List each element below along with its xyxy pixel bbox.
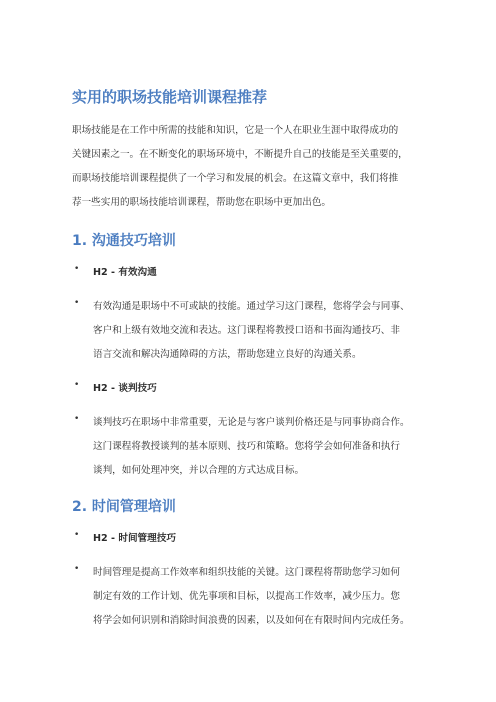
- bullet: •: [74, 264, 80, 274]
- section-heading: 1. 沟通技巧培训: [72, 233, 176, 249]
- bullet: •: [74, 298, 80, 308]
- subheading: H2 - 时间管理技巧: [93, 533, 176, 544]
- intro-line: 关键因素之一。在不断变化的职场环境中，不断提升自己的技能是至关重要的，: [72, 149, 408, 160]
- paragraph-line: 制定有效的工作计划、优先事项和目标，以提高工作效率，减少压力。您: [93, 591, 400, 602]
- page-title: 实用的职场技能培训课程推荐: [72, 88, 268, 106]
- intro-line: 而职场技能培训课程提供了一个学习和发展的机会。在这篇文章中，我们将推: [72, 173, 399, 184]
- paragraph-line: 谈判，如何处理冲突，并以合理的方式达成目标。: [93, 465, 305, 476]
- bullet: •: [74, 414, 80, 424]
- intro-line: 荐一些实用的职场技能培训课程，帮助您在职场中更加出色。: [72, 197, 332, 208]
- paragraph-line: 将学会如何识别和消除时间浪费的因素，以及如何在有限时间内完成任务。: [93, 615, 410, 626]
- bullet: •: [74, 564, 80, 574]
- bullet: •: [74, 530, 80, 540]
- paragraph-line: 有效沟通是职场中不可或缺的技能。通过学习这门课程，您将学会与同事、: [93, 301, 410, 312]
- paragraph-line: 谈判技巧在职场中非常重要，无论是与客户谈判价格还是与同事协商合作。: [93, 417, 410, 428]
- subheading: H2 - 有效沟通: [93, 267, 157, 278]
- paragraph-line: 语言交流和解决沟通障碍的方法，帮助您建立良好的沟通关系。: [93, 349, 362, 360]
- paragraph-line: 客户和上级有效地交流和表达。这门课程将教授口语和书面沟通技巧、非: [93, 325, 400, 336]
- paragraph-line: 时间管理是提高工作效率和组织技能的关键。这门课程将帮助您学习如何: [93, 567, 400, 578]
- subheading: H2 - 谈判技巧: [93, 383, 157, 394]
- intro-line: 职场技能是在工作中所需的技能和知识，它是一个人在职业生涯中取得成功的: [72, 125, 399, 136]
- paragraph-line: 这门课程将教授谈判的基本原则、技巧和策略。您将学会如何准备和执行: [93, 441, 400, 452]
- bullet: •: [74, 380, 80, 390]
- section-heading: 2. 时间管理培训: [72, 499, 176, 515]
